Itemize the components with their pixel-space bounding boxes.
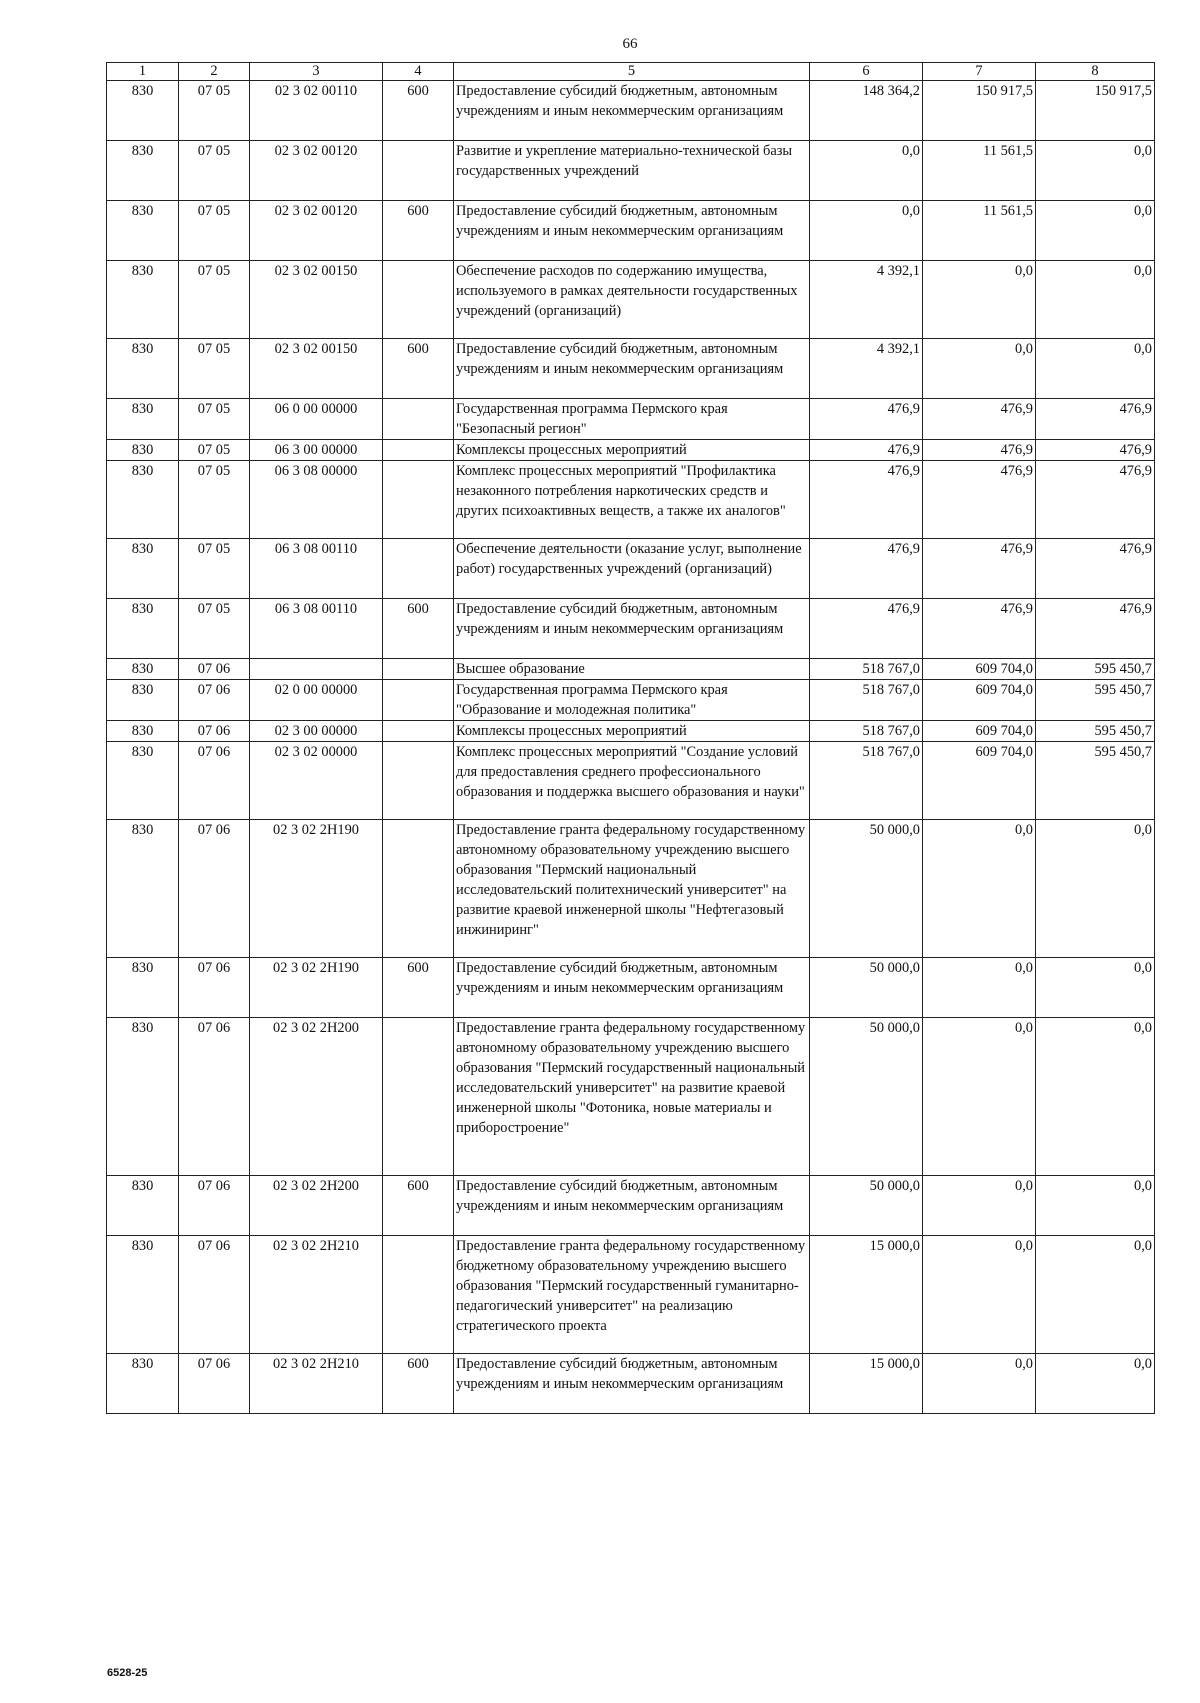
target-article-code: 02 3 02 2Н210 — [250, 1236, 383, 1354]
target-article-code: 02 3 02 2Н190 — [250, 958, 383, 1018]
description: Государственная программа Пермского края "Образование и молодежная политика" — [454, 680, 810, 721]
section-code: 07 06 — [179, 742, 250, 820]
table-row — [107, 1018, 1155, 1176]
department-code: 830 — [107, 399, 179, 440]
expense-type-code — [383, 820, 454, 958]
table-row — [107, 659, 1155, 680]
section-code: 07 06 — [179, 680, 250, 721]
amount-col-8: 0,0 — [1036, 1176, 1155, 1236]
expense-type-code: 600 — [383, 958, 454, 1018]
description: Предоставление субсидий бюджетным, автономным учреждениям и иным некоммерческим организациям — [454, 81, 810, 141]
department-code: 830 — [107, 680, 179, 721]
expense-type-code — [383, 721, 454, 742]
description: Комплексы процессных мероприятий — [454, 721, 810, 742]
amount-col-8: 476,9 — [1036, 399, 1155, 440]
section-code: 07 05 — [179, 599, 250, 659]
expense-type-code: 600 — [383, 201, 454, 261]
amount-col-7: 0,0 — [923, 958, 1036, 1018]
expense-type-code: 600 — [383, 81, 454, 141]
department-code: 830 — [107, 958, 179, 1018]
department-code: 830 — [107, 141, 179, 201]
section-code: 07 05 — [179, 81, 250, 141]
target-article-code: 02 3 02 2Н200 — [250, 1018, 383, 1176]
expense-type-code — [383, 399, 454, 440]
amount-col-6: 518 767,0 — [810, 659, 923, 680]
amount-col-7: 476,9 — [923, 399, 1036, 440]
description: Высшее образование — [454, 659, 810, 680]
expense-type-code — [383, 539, 454, 599]
description: Предоставление субсидий бюджетным, автономным учреждениям и иным некоммерческим организациям — [454, 339, 810, 399]
amount-col-6: 476,9 — [810, 399, 923, 440]
table-row — [107, 81, 1155, 141]
page-number: 66 — [622, 36, 638, 52]
amount-col-8: 0,0 — [1036, 820, 1155, 958]
section-code: 07 06 — [179, 721, 250, 742]
description: Комплексы процессных мероприятий — [454, 440, 810, 461]
amount-col-8: 595 450,7 — [1036, 659, 1155, 680]
expense-type-code — [383, 261, 454, 339]
col-header-4: 4 — [383, 63, 454, 81]
description: Предоставление субсидий бюджетным, автономным учреждениям и иным некоммерческим организациям — [454, 599, 810, 659]
expense-type-code — [383, 1018, 454, 1176]
expense-type-code: 600 — [383, 1354, 454, 1414]
section-code: 07 05 — [179, 440, 250, 461]
department-code: 830 — [107, 1354, 179, 1414]
amount-col-8: 0,0 — [1036, 339, 1155, 399]
target-article-code: 02 3 02 00110 — [250, 81, 383, 141]
budget-table — [106, 62, 1155, 1414]
amount-col-8: 150 917,5 — [1036, 81, 1155, 141]
amount-col-6: 50 000,0 — [810, 820, 923, 958]
department-code: 830 — [107, 721, 179, 742]
amount-col-7: 609 704,0 — [923, 721, 1036, 742]
target-article-code: 02 3 02 2Н200 — [250, 1176, 383, 1236]
section-code: 07 05 — [179, 261, 250, 339]
col-header-6: 6 — [810, 63, 923, 81]
target-article-code: 02 3 02 00150 — [250, 261, 383, 339]
description: Предоставление гранта федеральному государственному автономному образовательному учреждению высшего образования "Пермский национальный исследовательский политехнический университет" на развитие краевой инженерной школы "Нефтегазовый инжиниринг" — [454, 820, 810, 958]
department-code: 830 — [107, 201, 179, 261]
table-row — [107, 958, 1155, 1018]
amount-col-8: 595 450,7 — [1036, 742, 1155, 820]
amount-col-7: 0,0 — [923, 1354, 1036, 1414]
amount-col-7: 476,9 — [923, 461, 1036, 539]
department-code: 830 — [107, 1018, 179, 1176]
description: Предоставление гранта федеральному государственному бюджетному образовательному учреждению высшего образования "Пермский государственный гуманитарно-педагогический университет" на реализацию стратегического проекта — [454, 1236, 810, 1354]
amount-col-6: 50 000,0 — [810, 1018, 923, 1176]
table-body — [107, 81, 1155, 1414]
expense-type-code — [383, 742, 454, 820]
footer-document-code: 6528-25 — [107, 1667, 148, 1679]
section-code: 07 05 — [179, 141, 250, 201]
amount-col-7: 11 561,5 — [923, 141, 1036, 201]
description: Обеспечение деятельности (оказание услуг, выполнение работ) государственных учреждений (организаций) — [454, 539, 810, 599]
target-article-code: 02 3 00 00000 — [250, 721, 383, 742]
section-code: 07 06 — [179, 1018, 250, 1176]
amount-col-6: 476,9 — [810, 539, 923, 599]
table-row — [107, 680, 1155, 721]
description: Государственная программа Пермского края "Безопасный регион" — [454, 399, 810, 440]
amount-col-6: 4 392,1 — [810, 261, 923, 339]
amount-col-7: 476,9 — [923, 599, 1036, 659]
amount-col-8: 0,0 — [1036, 958, 1155, 1018]
table-row — [107, 539, 1155, 599]
header-row — [107, 63, 1155, 81]
table-row — [107, 141, 1155, 201]
amount-col-6: 518 767,0 — [810, 680, 923, 721]
department-code: 830 — [107, 461, 179, 539]
expense-type-code: 600 — [383, 339, 454, 399]
amount-col-6: 476,9 — [810, 599, 923, 659]
amount-col-7: 0,0 — [923, 1018, 1036, 1176]
section-code: 07 06 — [179, 958, 250, 1018]
amount-col-8: 0,0 — [1036, 1236, 1155, 1354]
target-article-code: 02 3 02 00000 — [250, 742, 383, 820]
amount-col-7: 476,9 — [923, 539, 1036, 599]
description: Комплекс процессных мероприятий "Профилактика незаконного потребления наркотических средств и других психоактивных веществ, а также их аналогов" — [454, 461, 810, 539]
expense-type-code — [383, 1236, 454, 1354]
section-code: 07 05 — [179, 461, 250, 539]
description: Развитие и укрепление материально-технической базы государственных учреждений — [454, 141, 810, 201]
table-row — [107, 721, 1155, 742]
table-row — [107, 201, 1155, 261]
amount-col-7: 609 704,0 — [923, 742, 1036, 820]
section-code: 07 06 — [179, 1236, 250, 1354]
department-code: 830 — [107, 261, 179, 339]
target-article-code: 02 3 02 00120 — [250, 141, 383, 201]
col-header-1: 1 — [107, 63, 179, 81]
col-header-2: 2 — [179, 63, 250, 81]
amount-col-7: 11 561,5 — [923, 201, 1036, 261]
amount-col-8: 476,9 — [1036, 539, 1155, 599]
col-header-8: 8 — [1036, 63, 1155, 81]
amount-col-8: 476,9 — [1036, 461, 1155, 539]
table-row — [107, 461, 1155, 539]
target-article-code: 02 3 02 00150 — [250, 339, 383, 399]
amount-col-7: 0,0 — [923, 339, 1036, 399]
amount-col-7: 609 704,0 — [923, 659, 1036, 680]
expense-type-code — [383, 461, 454, 539]
table-row — [107, 1354, 1155, 1414]
description: Предоставление субсидий бюджетным, автономным учреждениям и иным некоммерческим организациям — [454, 1176, 810, 1236]
amount-col-6: 15 000,0 — [810, 1354, 923, 1414]
table-row — [107, 399, 1155, 440]
table-row — [107, 440, 1155, 461]
department-code: 830 — [107, 1236, 179, 1354]
description: Комплекс процессных мероприятий "Создание условий для предоставления среднего профессионального образования и поддержка высшего образования и науки" — [454, 742, 810, 820]
amount-col-6: 15 000,0 — [810, 1236, 923, 1354]
amount-col-6: 476,9 — [810, 461, 923, 539]
target-article-code: 02 3 02 2Н210 — [250, 1354, 383, 1414]
amount-col-8: 0,0 — [1036, 261, 1155, 339]
table-row — [107, 1236, 1155, 1354]
department-code: 830 — [107, 539, 179, 599]
target-article-code: 06 3 08 00110 — [250, 539, 383, 599]
amount-col-6: 50 000,0 — [810, 1176, 923, 1236]
expense-type-code — [383, 440, 454, 461]
section-code: 07 05 — [179, 339, 250, 399]
table-row — [107, 339, 1155, 399]
expense-type-code: 600 — [383, 599, 454, 659]
expense-type-code — [383, 680, 454, 721]
amount-col-8: 0,0 — [1036, 1354, 1155, 1414]
target-article-code: 06 0 00 00000 — [250, 399, 383, 440]
description: Предоставление субсидий бюджетным, автономным учреждениям и иным некоммерческим организациям — [454, 1354, 810, 1414]
section-code: 07 05 — [179, 539, 250, 599]
amount-col-6: 50 000,0 — [810, 958, 923, 1018]
target-article-code: 06 3 00 00000 — [250, 440, 383, 461]
amount-col-8: 0,0 — [1036, 141, 1155, 201]
col-header-3: 3 — [250, 63, 383, 81]
amount-col-7: 150 917,5 — [923, 81, 1036, 141]
department-code: 830 — [107, 81, 179, 141]
amount-col-6: 518 767,0 — [810, 742, 923, 820]
col-header-5: 5 — [454, 63, 810, 81]
amount-col-6: 0,0 — [810, 201, 923, 261]
description: Предоставление субсидий бюджетным, автономным учреждениям и иным некоммерческим организациям — [454, 958, 810, 1018]
target-article-code: 02 3 02 00120 — [250, 201, 383, 261]
amount-col-7: 0,0 — [923, 261, 1036, 339]
table-row — [107, 820, 1155, 958]
amount-col-7: 0,0 — [923, 1236, 1036, 1354]
amount-col-7: 0,0 — [923, 1176, 1036, 1236]
target-article-code — [250, 659, 383, 680]
col-header-7: 7 — [923, 63, 1036, 81]
target-article-code: 06 3 08 00000 — [250, 461, 383, 539]
department-code: 830 — [107, 659, 179, 680]
description: Предоставление гранта федеральному государственному автономному образовательному учреждению высшего образования "Пермский государственный национальный исследовательский университет" на развитие краевой инженерной школы "Фотоника, новые материалы и приборостроение" — [454, 1018, 810, 1176]
department-code: 830 — [107, 440, 179, 461]
target-article-code: 06 3 08 00110 — [250, 599, 383, 659]
amount-col-8: 595 450,7 — [1036, 680, 1155, 721]
section-code: 07 06 — [179, 1176, 250, 1236]
department-code: 830 — [107, 1176, 179, 1236]
section-code: 07 06 — [179, 659, 250, 680]
amount-col-8: 0,0 — [1036, 201, 1155, 261]
amount-col-6: 148 364,2 — [810, 81, 923, 141]
description: Предоставление субсидий бюджетным, автономным учреждениям и иным некоммерческим организациям — [454, 201, 810, 261]
expense-type-code — [383, 659, 454, 680]
section-code: 07 05 — [179, 399, 250, 440]
description: Обеспечение расходов по содержанию имущества, используемого в рамках деятельности государственных учреждений (организаций) — [454, 261, 810, 339]
table-row — [107, 742, 1155, 820]
amount-col-7: 476,9 — [923, 440, 1036, 461]
amount-col-8: 476,9 — [1036, 440, 1155, 461]
amount-col-8: 476,9 — [1036, 599, 1155, 659]
section-code: 07 06 — [179, 820, 250, 958]
section-code: 07 06 — [179, 1354, 250, 1414]
department-code: 830 — [107, 599, 179, 659]
amount-col-6: 518 767,0 — [810, 721, 923, 742]
target-article-code: 02 0 00 00000 — [250, 680, 383, 721]
section-code: 07 05 — [179, 201, 250, 261]
target-article-code: 02 3 02 2Н190 — [250, 820, 383, 958]
amount-col-6: 0,0 — [810, 141, 923, 201]
department-code: 830 — [107, 820, 179, 958]
amount-col-8: 0,0 — [1036, 1018, 1155, 1176]
amount-col-6: 476,9 — [810, 440, 923, 461]
department-code: 830 — [107, 339, 179, 399]
amount-col-7: 609 704,0 — [923, 680, 1036, 721]
department-code: 830 — [107, 742, 179, 820]
amount-col-8: 595 450,7 — [1036, 721, 1155, 742]
table-row — [107, 1176, 1155, 1236]
expense-type-code — [383, 141, 454, 201]
amount-col-7: 0,0 — [923, 820, 1036, 958]
amount-col-6: 4 392,1 — [810, 339, 923, 399]
table-row — [107, 261, 1155, 339]
table-row — [107, 599, 1155, 659]
expense-type-code: 600 — [383, 1176, 454, 1236]
